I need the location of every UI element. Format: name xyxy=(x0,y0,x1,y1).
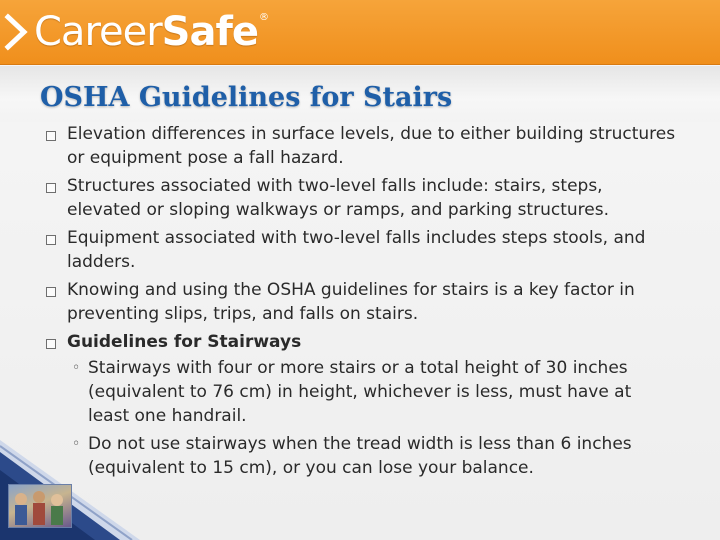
bullet-item xyxy=(46,174,676,222)
square-bullet-icon xyxy=(46,235,56,245)
bullet-item xyxy=(46,330,676,480)
sub-bullet-item xyxy=(67,356,676,428)
square-bullet-icon xyxy=(46,131,56,141)
bullet-text: Equipment associated with two-level falls includes steps stools, and ladders. xyxy=(67,228,646,272)
bullet-heading: Guidelines for Stairways xyxy=(67,332,302,352)
header-banner xyxy=(0,0,720,65)
bullet-text: Structures associated with two-level falls include: stairs, steps, elevated or sloping walkways or ramps, and parking structures. xyxy=(67,176,609,220)
square-bullet-icon xyxy=(46,287,56,297)
logo-career-text: Career xyxy=(34,9,162,55)
square-bullet-icon xyxy=(46,183,56,193)
sub-bullet-list xyxy=(67,356,676,480)
sub-bullet-item xyxy=(67,432,676,480)
circle-bullet-icon: ◦ xyxy=(72,436,81,452)
bullet-item xyxy=(46,226,676,274)
sub-bullet-text: Do not use stairways when the tread width is less than 6 inches (equivalent to 15 cm), or you can lose your balance. xyxy=(88,434,632,478)
square-bullet-icon xyxy=(46,339,56,349)
slide-content xyxy=(46,122,676,484)
slide-title: OSHA Guidelines for Stairs xyxy=(40,82,453,113)
people-photo xyxy=(8,484,72,528)
logo-registered-mark: ® xyxy=(259,12,270,23)
careersafe-logo xyxy=(2,6,269,58)
bullet-item xyxy=(46,122,676,170)
circle-bullet-icon: ◦ xyxy=(72,360,81,376)
bullet-list xyxy=(46,122,676,480)
bullet-text: Elevation differences in surface levels, due to either building structures or equipment pose a fall hazard. xyxy=(67,124,676,168)
chevron-right-icon xyxy=(2,12,32,52)
logo-safe-text: Safe xyxy=(161,9,259,55)
bullet-text: Knowing and using the OSHA guidelines for stairs is a key factor in preventing slips, trips, and falls on stairs. xyxy=(67,280,635,324)
sub-bullet-text: Stairways with four or more stairs or a total height of 30 inches (equivalent to 76 cm) in height, whichever is less, must have at least one handrail. xyxy=(88,358,632,426)
bullet-item xyxy=(46,278,676,326)
